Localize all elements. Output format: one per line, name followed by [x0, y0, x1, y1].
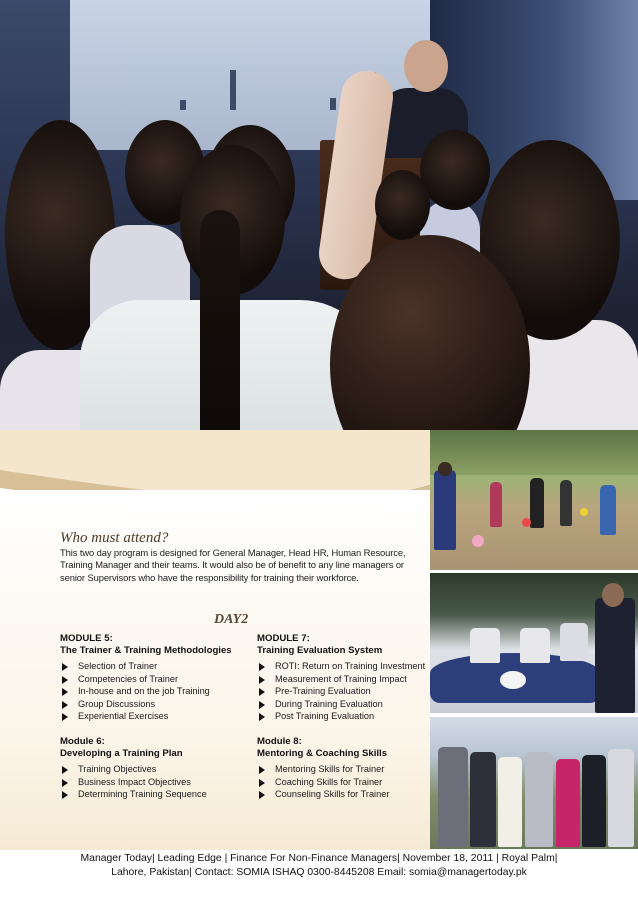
list-item: Measurement of Training Impact	[257, 673, 432, 686]
list-item: Pre-Training Evaluation	[257, 685, 432, 698]
list-item: Training Objectives	[60, 763, 235, 776]
who-must-attend-heading: Who must attend?	[60, 530, 169, 546]
bullet-arrow-icon	[62, 688, 68, 696]
list-item: Business Impact Objectives	[60, 776, 235, 789]
speaker-head	[404, 40, 448, 92]
module-7	[257, 633, 432, 723]
module-8	[257, 736, 432, 801]
bullet-arrow-icon	[62, 713, 68, 721]
module-label: MODULE 5:	[60, 633, 113, 644]
module-label: Module 8:	[257, 736, 302, 747]
list-item: Selection of Trainer	[60, 660, 235, 673]
list-item: Experiential Exercises	[60, 710, 235, 723]
module-title: Developing a Training Plan	[60, 748, 183, 759]
list-item: In-house and on the job Training	[60, 685, 235, 698]
list-item: Mentoring Skills for Trainer	[257, 763, 432, 776]
list-item: Coaching Skills for Trainer	[257, 776, 432, 789]
module-title: The Trainer & Training Methodologies	[60, 645, 232, 656]
bullet-arrow-icon	[259, 779, 265, 787]
list-item: ROTI: Return on Training Investment	[257, 660, 432, 673]
ponytail	[200, 210, 240, 450]
outdoor-activity-photo	[430, 430, 638, 570]
footer-line-2: Lahore, Pakistan| Contact: SOMIA ISHAQ 0300-8445208 Email: somia@managertoday.pk	[111, 866, 527, 878]
bullet-arrow-icon	[259, 713, 265, 721]
bullet-arrow-icon	[62, 779, 68, 787]
bullet-arrow-icon	[62, 676, 68, 684]
day-heading: DAY2	[214, 612, 249, 627]
list-item: Counseling Skills for Trainer	[257, 788, 432, 801]
module-6	[60, 736, 235, 801]
module-label: MODULE 7:	[257, 633, 310, 644]
bullet-arrow-icon	[62, 663, 68, 671]
module-title: Mentoring & Coaching Skills	[257, 748, 388, 759]
group-photo	[430, 717, 638, 849]
bullet-arrow-icon	[62, 791, 68, 799]
footer-line-1: Manager Today| Leading Edge | Finance For Non-Finance Managers| November 18, 2011 | Royal Palm|	[80, 853, 558, 864]
list-item: Group Discussions	[60, 698, 235, 711]
bullet-arrow-icon	[259, 663, 265, 671]
audience-head	[420, 130, 490, 210]
list-item: Determining Training Sequence	[60, 788, 235, 801]
bullet-arrow-icon	[259, 791, 265, 799]
module-title: Training Evaluation System	[257, 645, 383, 656]
module-label: Module 6:	[60, 736, 105, 747]
bullet-arrow-icon	[62, 766, 68, 774]
module-5	[60, 633, 235, 723]
bullet-arrow-icon	[259, 676, 265, 684]
list-item: Competencies of Trainer	[60, 673, 235, 686]
bullet-arrow-icon	[259, 766, 265, 774]
meeting-table-photo	[430, 573, 638, 713]
who-must-attend-text: This two day program is designed for General Manager, Head HR, Human Resource, Training Manager and their teams. It would also be of benefit to any line managers or senior Supervisors who have the responsibility for training their workforce.	[60, 547, 406, 583]
bullet-arrow-icon	[259, 688, 265, 696]
footer	[0, 852, 638, 879]
list-item: During Training Evaluation	[257, 698, 432, 711]
bullet-arrow-icon	[259, 701, 265, 709]
bullet-arrow-icon	[62, 701, 68, 709]
list-item: Post Training Evaluation	[257, 710, 432, 723]
audience-head	[375, 170, 430, 240]
